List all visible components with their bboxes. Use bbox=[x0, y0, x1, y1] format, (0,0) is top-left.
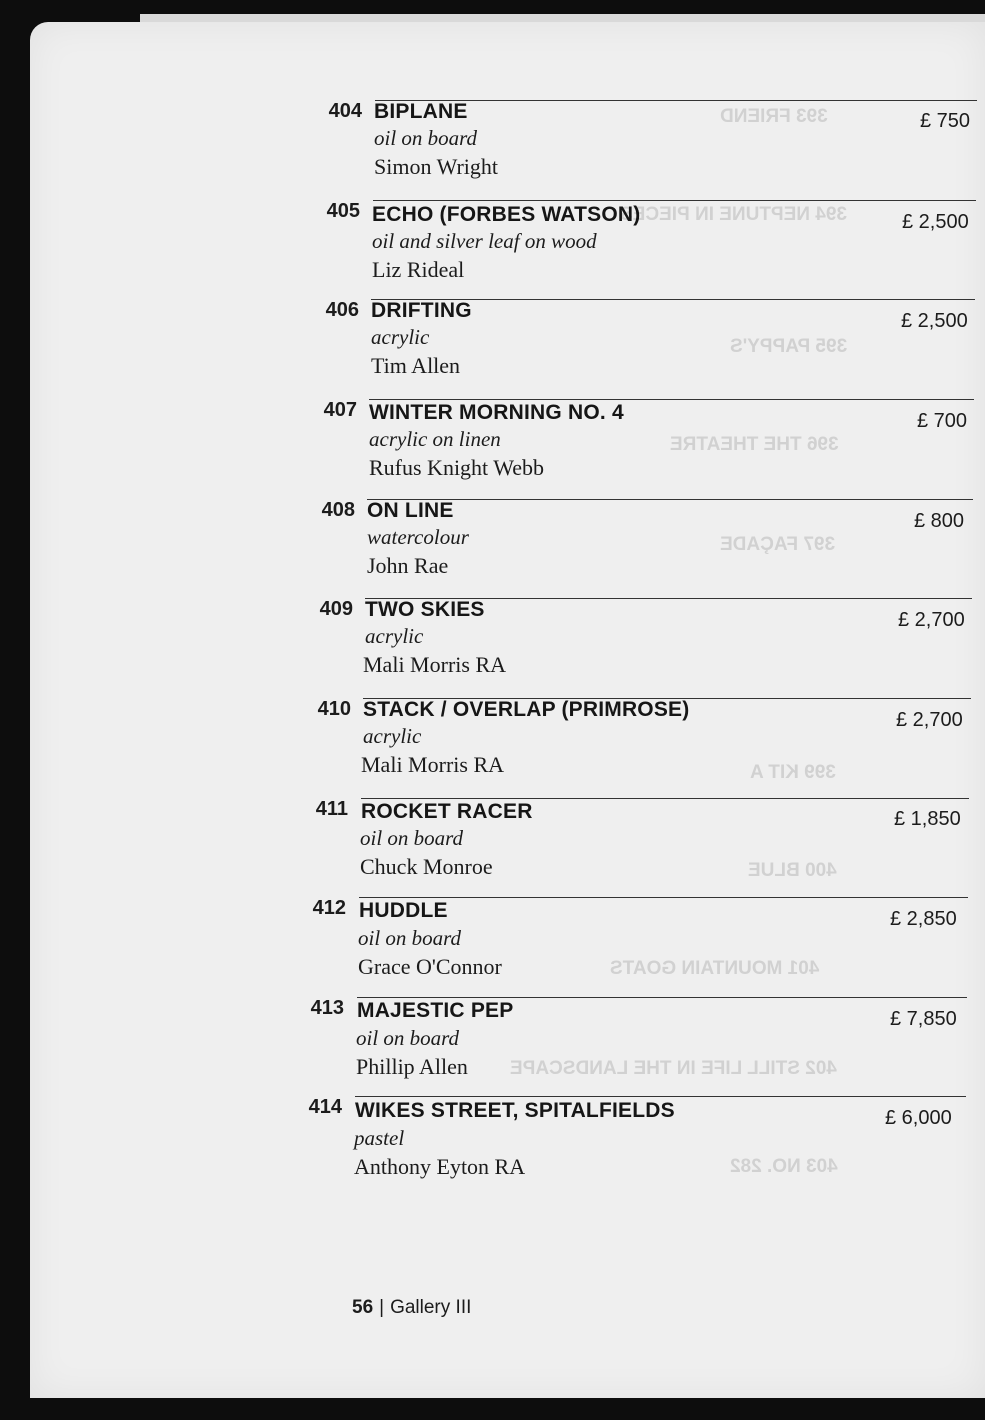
lot-number: 410 bbox=[317, 698, 351, 720]
show-through-text: 399 KIT A bbox=[750, 762, 836, 783]
artwork-medium: acrylic bbox=[363, 724, 422, 748]
artwork-price: £ 7,850 bbox=[890, 1008, 957, 1030]
show-through-text: 403 NO. 282 bbox=[730, 1156, 838, 1177]
lot-number: 413 bbox=[310, 997, 344, 1019]
entry-divider bbox=[361, 798, 969, 799]
show-through-text: 394 NEPTUNE IN PIECES bbox=[620, 204, 848, 225]
artwork-price: £ 2,700 bbox=[896, 709, 963, 731]
lot-number: 409 bbox=[319, 598, 353, 620]
lot-number: 411 bbox=[315, 798, 348, 820]
artwork-price: £ 700 bbox=[917, 410, 968, 432]
artwork-title: ON LINE bbox=[367, 499, 454, 522]
artwork-price: £ 2,850 bbox=[890, 908, 957, 930]
show-through-text: 397 FAÇADE bbox=[720, 534, 836, 555]
artwork-title: WINTER MORNING NO. 4 bbox=[369, 401, 624, 424]
artist-name: Phillip Allen bbox=[356, 1054, 468, 1079]
gallery-section-label: Gallery III bbox=[390, 1297, 472, 1318]
artist-name: Mali Morris RA bbox=[363, 652, 506, 677]
artwork-price: £ 2,500 bbox=[902, 211, 969, 233]
artist-name: Liz Rideal bbox=[372, 257, 465, 282]
artwork-price: £ 800 bbox=[914, 510, 965, 532]
artwork-price: £ 2,700 bbox=[898, 609, 965, 631]
artwork-title: MAJESTIC PEP bbox=[357, 999, 514, 1022]
artist-name: Simon Wright bbox=[374, 154, 498, 179]
page-number: 56 bbox=[352, 1297, 374, 1318]
artwork-title: ECHO (FORBES WATSON) bbox=[372, 203, 641, 226]
page-footer bbox=[352, 1297, 471, 1319]
artwork-title: HUDDLE bbox=[359, 899, 448, 922]
show-through-text: 401 MOUNTAIN GOATS bbox=[610, 958, 820, 979]
artist-name: John Rae bbox=[367, 553, 449, 578]
artist-name: Chuck Monroe bbox=[360, 854, 493, 879]
entry-divider bbox=[355, 1096, 966, 1097]
artwork-medium: oil on board bbox=[356, 1026, 460, 1050]
artwork-price: £ 750 bbox=[920, 110, 971, 132]
entry-divider bbox=[373, 200, 976, 201]
artwork-medium: pastel bbox=[354, 1126, 405, 1150]
catalogue-entry bbox=[0, 499, 985, 599]
artist-name: Mali Morris RA bbox=[361, 752, 504, 777]
entry-divider bbox=[357, 997, 967, 998]
show-through-text: 395 PAPPY'S bbox=[730, 336, 848, 357]
artwork-title: WIKES STREET, SPITALFIELDS bbox=[355, 1099, 675, 1122]
artwork-title: TWO SKIES bbox=[365, 598, 485, 621]
artwork-medium: acrylic bbox=[371, 325, 430, 349]
artwork-title: DRIFTING bbox=[371, 299, 472, 322]
lot-number: 404 bbox=[328, 100, 362, 122]
catalogue-entry bbox=[0, 997, 985, 1097]
artwork-price: £ 2,500 bbox=[901, 310, 968, 332]
catalogue-entry bbox=[0, 897, 985, 997]
artwork-price: £ 1,850 bbox=[894, 808, 961, 830]
artwork-title: BIPLANE bbox=[374, 100, 468, 123]
artwork-medium: watercolour bbox=[367, 525, 469, 549]
catalogue-entry bbox=[0, 399, 985, 499]
lot-number: 406 bbox=[325, 299, 359, 321]
catalogue-entry bbox=[0, 698, 985, 798]
catalogue-entry bbox=[0, 100, 985, 200]
artist-name: Tim Allen bbox=[371, 353, 461, 378]
artwork-medium: oil on board bbox=[360, 826, 464, 850]
artwork-medium: oil and silver leaf on wood bbox=[372, 229, 597, 253]
show-through-text: 396 THE THEATRE bbox=[670, 434, 839, 455]
catalogue-entry bbox=[0, 200, 985, 300]
catalogue-entry bbox=[0, 299, 985, 399]
lot-number: 408 bbox=[321, 499, 355, 521]
artwork-medium: acrylic bbox=[365, 624, 424, 648]
artwork-medium: acrylic on linen bbox=[369, 427, 501, 451]
lot-number: 414 bbox=[308, 1096, 342, 1118]
artwork-title: STACK / OVERLAP (PRIMROSE) bbox=[363, 698, 690, 721]
artwork-medium: oil on board bbox=[374, 126, 478, 150]
entry-divider bbox=[369, 399, 974, 400]
entry-divider bbox=[367, 499, 973, 500]
lot-number: 405 bbox=[326, 200, 360, 222]
catalogue-entry bbox=[0, 1096, 985, 1196]
catalogue-entry bbox=[0, 798, 985, 898]
entry-divider bbox=[359, 897, 968, 898]
artwork-title: ROCKET RACER bbox=[361, 800, 533, 823]
footer-separator: | bbox=[379, 1297, 385, 1318]
artist-name: Rufus Knight Webb bbox=[369, 455, 545, 480]
show-through-text: 402 STILL LIFE IN THE LANDSCAPE bbox=[510, 1058, 837, 1079]
artist-name: Anthony Eyton RA bbox=[354, 1154, 526, 1179]
lot-number: 412 bbox=[312, 897, 346, 919]
artist-name: Grace O'Connor bbox=[358, 954, 502, 979]
catalogue-entry bbox=[0, 598, 985, 698]
lot-number: 407 bbox=[323, 399, 357, 421]
artwork-price: £ 6,000 bbox=[885, 1107, 952, 1129]
show-through-text: 393 FRIEND bbox=[720, 106, 828, 127]
artwork-medium: oil on board bbox=[358, 926, 462, 950]
show-through-text: 400 BLUE bbox=[748, 860, 837, 881]
